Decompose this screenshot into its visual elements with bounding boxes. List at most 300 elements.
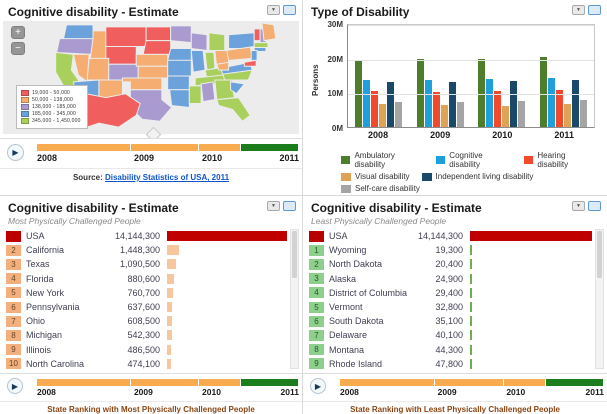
bar-visual-disability[interactable] [379, 104, 386, 127]
legend-swatch [436, 156, 445, 164]
timeline-track[interactable] [37, 144, 299, 151]
state-KS[interactable] [138, 66, 167, 78]
value-bar [470, 259, 472, 269]
gridline [348, 25, 594, 26]
state-value: 542,300 [127, 330, 160, 341]
source-link[interactable]: Disability Statistics of USA, 2011 [104, 173, 230, 182]
state-MI[interactable] [209, 33, 225, 51]
state-ND[interactable] [146, 27, 171, 41]
state-MT[interactable] [106, 27, 146, 47]
timeline-segment [199, 379, 241, 386]
most-caption: State Ranking with Most Physically Challenged People [0, 401, 302, 414]
timeline-labels [37, 387, 299, 399]
timeline-labels [340, 387, 604, 399]
state-OK[interactable] [123, 78, 162, 90]
bar-cognitive-disability[interactable] [363, 80, 370, 127]
y-tick-label: 30M [327, 20, 343, 29]
maximize-icon[interactable] [283, 5, 296, 15]
value-bar [167, 316, 172, 326]
state-value: 760,700 [127, 287, 160, 298]
map-legend-item [21, 111, 81, 117]
plot-area [347, 24, 595, 128]
timeline-segment [340, 379, 435, 386]
table-row[interactable] [6, 229, 287, 243]
state-WV[interactable] [217, 62, 229, 70]
table-row[interactable] [309, 328, 592, 342]
state-name: Pennsylvania [26, 302, 80, 313]
legend-swatch [524, 156, 533, 164]
timeline-segment [241, 144, 299, 151]
timeline-year-label: 2009 [437, 386, 457, 397]
timeline-segment [241, 379, 299, 386]
table-row[interactable] [6, 357, 287, 371]
rank-badge: 2 [6, 245, 21, 256]
state-MS[interactable] [189, 86, 201, 104]
timeline-year-label: 2010 [202, 386, 221, 397]
state-IA[interactable] [168, 49, 192, 61]
timeline-year-label: 2010 [202, 153, 223, 163]
y-axis-label: Persons [311, 64, 320, 96]
chart-legend [341, 151, 607, 193]
bar-independent-living-disability[interactable] [449, 82, 456, 127]
table-row[interactable] [6, 272, 287, 286]
rank-badge: 4 [309, 287, 324, 298]
rank-badge: 10 [6, 358, 21, 369]
legend-label: Visual disability [355, 172, 410, 181]
value-bar [470, 288, 472, 298]
play-icon[interactable]: ▶ [310, 378, 326, 394]
scrollbar-thumb[interactable] [597, 231, 602, 278]
timeline-segment [37, 144, 131, 151]
bar-cognitive-disability[interactable] [548, 78, 555, 127]
legend-label: Self-care disability [355, 184, 420, 193]
rank-badge: 5 [309, 302, 324, 313]
state-value: 24,900 [435, 273, 463, 284]
legend-label: 185,000 - 345,000 [32, 111, 76, 117]
least-caption: State Ranking with Least Physically Challenged People [303, 401, 607, 414]
y-tick-label: 0M [331, 124, 343, 133]
bar-hearing-disability[interactable] [433, 92, 440, 127]
maximize-icon[interactable] [588, 5, 601, 15]
collapse-icon[interactable]: ▼ [572, 201, 585, 211]
state-ME[interactable] [262, 23, 276, 41]
source-label: Source: [72, 173, 103, 182]
value-bar-track [167, 245, 287, 255]
state-value: 1,448,300 [119, 245, 160, 256]
most-rank-list [6, 229, 299, 371]
rank-badge: 53 [309, 231, 324, 242]
state-name: USA [329, 231, 348, 242]
value-bar-track [167, 274, 287, 284]
gridline [348, 94, 594, 95]
panel-map-header [0, 0, 302, 21]
panel-chart [303, 0, 607, 196]
state-value: 20,400 [435, 259, 463, 270]
table-row[interactable] [6, 314, 287, 328]
timeline-segment [199, 144, 241, 151]
timeline-year-label: 2008 [37, 153, 58, 163]
state-name: USA [26, 231, 45, 242]
map-legend [16, 85, 88, 129]
legend-swatch [341, 185, 351, 193]
state-value: 19,300 [435, 245, 463, 256]
state-MN[interactable] [171, 26, 192, 43]
collapse-icon[interactable]: ▼ [267, 201, 280, 211]
bar-group-2010 [478, 25, 525, 127]
legend-swatch [341, 156, 350, 164]
legend-label: 345,000 - 1,450,000 [32, 118, 81, 124]
rank-badge: 6 [309, 316, 324, 327]
rank-badge: 8 [309, 344, 324, 355]
maximize-icon[interactable] [588, 201, 601, 211]
state-value: 29,400 [435, 287, 463, 298]
most-subtitle: Most Physically Challenged People [8, 216, 141, 226]
state-name: Texas [26, 259, 50, 270]
value-bar [167, 245, 179, 255]
play-icon[interactable]: ▶ [7, 378, 23, 394]
value-bar-track [167, 302, 287, 312]
value-bar-track [470, 359, 592, 369]
scrollbar[interactable] [290, 229, 299, 369]
state-UT[interactable] [87, 58, 109, 80]
maximize-icon[interactable] [283, 201, 296, 211]
least-subtitle: Least Physically Challenged People [311, 216, 447, 226]
state-LA[interactable] [170, 90, 190, 108]
rank-badge: 9 [309, 358, 324, 369]
value-bar-track [167, 345, 287, 355]
chart-legend-item [436, 151, 512, 169]
bar-hearing-disability[interactable] [556, 90, 563, 127]
chart-legend-row [341, 184, 607, 193]
state-name: North Carolina [26, 358, 85, 369]
value-bar [167, 359, 171, 369]
state-MD[interactable] [244, 60, 256, 66]
value-bar [167, 274, 174, 284]
play-icon[interactable]: ▶ [7, 144, 24, 161]
legend-swatch [21, 118, 29, 124]
timeline-most [0, 373, 302, 399]
value-bar [167, 330, 172, 340]
value-bar [470, 231, 592, 241]
value-bar-track [470, 231, 592, 241]
bar-ambulatory-disability[interactable] [417, 59, 424, 127]
timeline-segment [131, 379, 199, 386]
state-NJ[interactable] [251, 50, 257, 60]
legend-swatch [422, 173, 432, 181]
state-OR[interactable] [57, 39, 93, 55]
panel-chart-header [303, 0, 607, 21]
value-bar [470, 274, 472, 284]
bar-independent-living-disability[interactable] [510, 81, 517, 127]
gridline [348, 60, 594, 61]
legend-label: 19,000 - 50,000 [32, 90, 71, 96]
bar-cognitive-disability[interactable] [486, 79, 493, 127]
bar-visual-disability[interactable] [564, 104, 571, 127]
timeline-year-label: 2011 [585, 386, 604, 397]
timeline-labels [37, 153, 299, 165]
state-WY[interactable] [106, 47, 136, 65]
panel-least-header [303, 196, 607, 217]
panel-map [0, 0, 303, 196]
state-name: South Dakota [329, 316, 384, 327]
table-row[interactable] [6, 300, 287, 314]
legend-label: 138,000 - 185,000 [32, 104, 76, 110]
state-value: 1,090,500 [119, 259, 160, 270]
state-name: Vermont [329, 302, 363, 313]
timeline-segment [37, 379, 131, 386]
table-row[interactable] [6, 328, 287, 342]
rank-badge: 8 [6, 330, 21, 341]
value-bar-track [167, 316, 287, 326]
bar-group-2009 [417, 25, 464, 127]
table-row[interactable] [309, 343, 592, 357]
bar-chart [311, 20, 597, 143]
value-bar-track [470, 288, 592, 298]
state-IL[interactable] [191, 50, 205, 72]
value-bar-track [167, 359, 287, 369]
bar-visual-disability[interactable] [441, 105, 448, 127]
state-value: 44,300 [435, 344, 463, 355]
bar-group-2011 [540, 25, 587, 127]
timeline-year-label: 2011 [280, 386, 299, 397]
rank-badge: 6 [6, 302, 21, 313]
bar-ambulatory-disability[interactable] [478, 59, 485, 127]
table-row[interactable] [309, 300, 592, 314]
least-title: Cognitive disability - Estimate [311, 201, 482, 215]
legend-swatch [21, 97, 29, 103]
rank-badge: 3 [6, 259, 21, 270]
state-name: Ohio [26, 316, 46, 327]
value-bar-track [167, 330, 287, 340]
rank-badge: 1 [6, 231, 21, 242]
chart-legend-item [422, 172, 534, 181]
state-name: Delaware [329, 330, 368, 341]
state-value: 40,100 [435, 330, 463, 341]
timeline-segment [131, 144, 199, 151]
state-value: 474,100 [127, 358, 160, 369]
value-bar-track [167, 288, 287, 298]
y-tick-label: 10M [327, 89, 343, 99]
table-row[interactable] [309, 272, 592, 286]
table-row[interactable] [6, 343, 287, 357]
rank-badge: 5 [6, 287, 21, 298]
bar-hearing-disability[interactable] [494, 91, 501, 127]
chart-legend-row [341, 151, 607, 169]
timeline-year-label: 2009 [133, 153, 154, 163]
timeline-year-label: 2009 [133, 386, 153, 397]
bar-self-care-disability[interactable] [580, 100, 587, 127]
x-tick-label: 2008 [368, 130, 389, 140]
x-axis-labels [347, 130, 595, 140]
timeline-track[interactable] [37, 379, 299, 386]
legend-swatch [21, 111, 29, 117]
chart-title: Type of Disability [311, 5, 410, 19]
least-rank-list [309, 229, 604, 371]
chart-legend-item [341, 184, 420, 193]
state-SD[interactable] [143, 41, 171, 55]
rank-badge: 7 [309, 330, 324, 341]
panel-least-ranking [303, 196, 607, 414]
chart-legend-item [341, 172, 410, 181]
state-value: 880,600 [127, 273, 160, 284]
value-bar [470, 302, 472, 312]
value-bar-track [470, 302, 592, 312]
scrollbar-thumb[interactable] [292, 231, 297, 278]
timeline-year-label: 2008 [37, 386, 56, 397]
timeline-least [303, 373, 607, 399]
legend-swatch [341, 173, 351, 181]
state-IN[interactable] [205, 52, 215, 70]
timeline-track[interactable] [340, 379, 604, 386]
value-bar [167, 259, 176, 269]
value-bar-track [470, 259, 592, 269]
timeline-segment [504, 379, 546, 386]
y-tick-label: 20M [327, 54, 343, 64]
table-row[interactable] [309, 243, 592, 257]
state-VT[interactable] [254, 29, 260, 41]
value-bar [167, 231, 287, 241]
panel-most-header [0, 196, 302, 217]
map-legend-item [21, 97, 81, 103]
table-row[interactable] [309, 257, 592, 271]
timeline-map [0, 138, 302, 168]
map-legend-item [21, 90, 81, 96]
bar-ambulatory-disability[interactable] [540, 57, 547, 127]
map-zoom-out-button[interactable]: − [11, 42, 25, 55]
timeline-segment [435, 379, 504, 386]
panel-most-ranking [0, 196, 303, 414]
state-value: 486,500 [127, 344, 160, 355]
map-legend-item [21, 118, 81, 124]
value-bar-track [470, 245, 592, 255]
state-name: Alaska [329, 273, 357, 284]
legend-label: 50,000 - 138,000 [32, 97, 74, 103]
legend-label: Cognitive disability [449, 151, 483, 169]
state-name: Michigan [26, 330, 63, 341]
bar-self-care-disability[interactable] [395, 102, 402, 127]
state-name: Rhode Island [329, 358, 383, 369]
state-AL[interactable] [201, 82, 215, 102]
state-FL[interactable] [217, 98, 250, 122]
scrollbar[interactable] [595, 229, 604, 369]
table-row[interactable] [309, 314, 592, 328]
state-NY[interactable] [229, 33, 255, 49]
legend-label: Independent living disability [435, 172, 534, 181]
source-line [0, 168, 302, 182]
state-WI[interactable] [191, 33, 207, 51]
state-name: Florida [26, 273, 54, 284]
table-row[interactable] [309, 286, 592, 300]
table-row[interactable] [6, 286, 287, 300]
state-name: Montana [329, 344, 365, 355]
state-name: California [26, 245, 65, 256]
value-bar-track [470, 330, 592, 340]
state-name: District of Columbia [329, 287, 408, 298]
value-bar-track [470, 274, 592, 284]
value-bar-track [167, 231, 287, 241]
value-bar-track [167, 259, 287, 269]
bar-group-2008 [355, 25, 402, 127]
state-WA[interactable] [64, 25, 93, 39]
state-value: 32,800 [435, 302, 463, 313]
state-name: North Dakota [329, 259, 383, 270]
most-title: Cognitive disability - Estimate [8, 201, 179, 215]
bar-hearing-disability[interactable] [371, 91, 378, 127]
rank-badge: 9 [6, 344, 21, 355]
us-choropleth-map [3, 21, 299, 134]
state-value: 47,800 [435, 358, 463, 369]
state-MA[interactable] [254, 43, 268, 48]
x-tick-label: 2011 [554, 130, 574, 140]
map-legend-item [21, 104, 81, 110]
rank-badge: 2 [309, 259, 324, 270]
value-bar [167, 302, 172, 312]
table-row[interactable] [309, 357, 592, 371]
collapse-icon[interactable]: ▼ [572, 5, 585, 15]
timeline-year-label: 2010 [506, 386, 526, 397]
timeline-segment [546, 379, 604, 386]
state-value: 637,600 [127, 302, 160, 313]
bar-self-care-disability[interactable] [457, 102, 464, 127]
bar-independent-living-disability[interactable] [572, 80, 579, 127]
value-bar [167, 345, 171, 355]
value-bar [470, 359, 472, 369]
value-bar [470, 330, 472, 340]
state-value: 14,144,300 [417, 231, 463, 242]
table-row[interactable] [309, 229, 592, 243]
state-value: 608,500 [127, 316, 160, 327]
timeline-year-label: 2008 [340, 386, 359, 397]
chart-legend-item [524, 151, 595, 169]
state-MO[interactable] [168, 60, 192, 76]
chart-legend-row [341, 172, 607, 181]
rank-badge: 1 [309, 245, 324, 256]
map-zoom-in-button[interactable]: + [11, 26, 25, 39]
x-tick-label: 2009 [430, 130, 451, 140]
legend-swatch [21, 104, 29, 110]
value-bar [470, 345, 472, 355]
bar-self-care-disability[interactable] [518, 101, 525, 127]
value-bar [470, 245, 472, 255]
legend-swatch [21, 90, 29, 96]
value-bar-track [470, 316, 592, 326]
timeline-year-label: 2011 [279, 153, 299, 163]
legend-label: Hearing disability [537, 151, 569, 169]
x-tick-label: 2010 [492, 130, 513, 140]
bar-cognitive-disability[interactable] [425, 80, 432, 127]
state-name: Illinois [26, 344, 52, 355]
rank-badge: 4 [6, 273, 21, 284]
bar-independent-living-disability[interactable] [387, 82, 394, 127]
rank-badge: 7 [6, 316, 21, 327]
bar-visual-disability[interactable] [502, 106, 509, 127]
value-bar [470, 316, 472, 326]
table-row[interactable] [6, 243, 287, 257]
page-title: Cognitive disability - Estimate [8, 5, 179, 19]
value-bar-track [470, 345, 592, 355]
collapse-icon[interactable]: ▼ [267, 5, 280, 15]
state-name: Wyoming [329, 245, 367, 256]
state-value: 14,144,300 [114, 231, 160, 242]
state-AR[interactable] [168, 76, 190, 90]
value-bar [167, 288, 173, 298]
chart-legend-item [341, 151, 424, 169]
state-NE[interactable] [136, 54, 167, 66]
table-row[interactable] [6, 257, 287, 271]
state-value: 35,100 [435, 316, 463, 327]
state-name: New York [26, 287, 65, 298]
legend-label: Ambulatory disability [354, 151, 395, 169]
